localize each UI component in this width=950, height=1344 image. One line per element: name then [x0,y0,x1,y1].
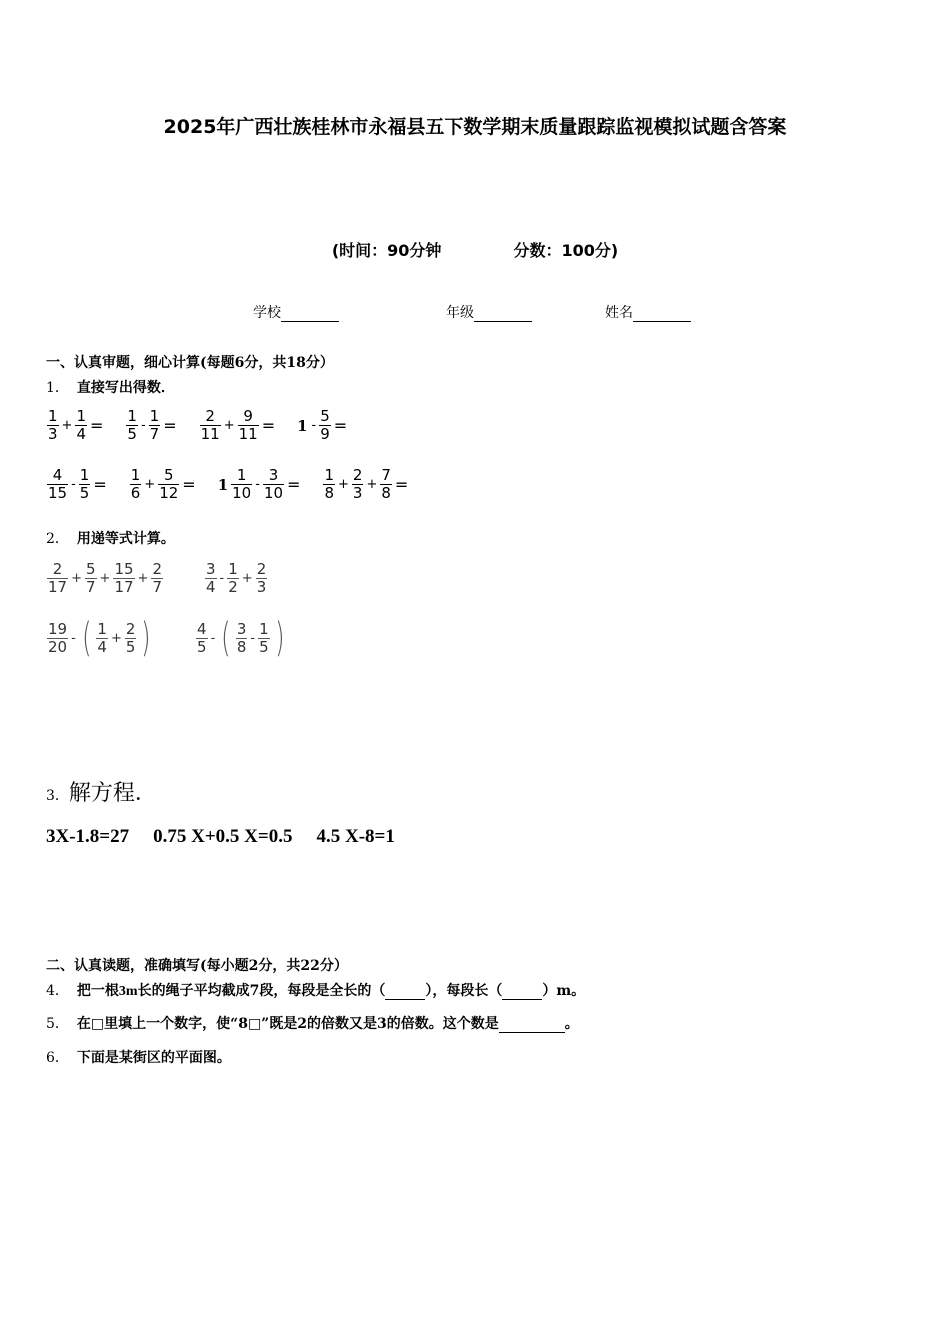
q1-expr-1: $\frac{1}{3}$ + $\frac{1}{4}$ = [48,407,104,443]
question-1: 1． 直接写出得数． [46,380,175,396]
grade-field[interactable] [446,302,532,322]
equations [46,826,419,848]
q1-expr-2: $\frac{1}{5}$ - $\frac{1}{7}$ = [127,407,177,443]
left-paren-icon: ( [81,615,92,661]
exam-meta [0,238,950,261]
fraction: $\frac{7}{8}$ [381,466,391,502]
q2-expr-1: $\frac{2}{17}$ + $\frac{5}{7}$ + $\frac{15}{17}$ + $\frac{2}{7}$ [48,560,162,596]
fraction: $\frac{3}{8}$ [236,619,247,656]
fraction: $\frac{1}{6}$ [130,466,141,502]
fraction: $\frac{4}{5}$ [197,619,207,656]
answer-blank[interactable] [385,985,425,1000]
fraction: $\frac{1}{10}$ [232,466,252,502]
fraction: $\frac{1}{4}$ [76,407,86,443]
answer-blank[interactable] [502,985,542,1000]
q1-expr-7: 1 $\frac{1}{10}$ - $\frac{3}{10}$ = [217,466,301,502]
left-paren-icon: ( [221,615,231,661]
answer-blank[interactable] [499,1018,565,1033]
equation-3: 4.5 X-8=1 [316,826,395,847]
exam-score: 分数：100分) [513,241,619,260]
q2-expr-3: $\frac{19}{20}$ - ( $\frac{1}{4}$ + $\frac{2}{5}$ ) [48,615,151,661]
section-1-heading: 一、认真审题，细心计算(每题6分，共18分） [46,355,334,371]
q1-expr-4: 1 - $\frac{5}{9}$ = [297,407,348,443]
fraction: $\frac{1}{5}$ [127,407,137,443]
school-field[interactable] [253,302,339,322]
fraction: $\frac{1}{5}$ [79,466,90,502]
page-title: 2025年广西壮族桂林市永福县五下数学期末质量跟踪监视模拟试题含答案 [163,116,787,138]
q1-row-2 [46,467,430,502]
fraction: $\frac{3}{4}$ [206,560,216,596]
q1-row-1 [46,408,369,443]
right-paren-icon: ) [274,615,285,661]
fraction: $\frac{1}{4}$ [97,619,107,656]
fraction: $\frac{2}{5}$ [125,619,136,656]
fraction: $\frac{5}{9}$ [320,407,330,443]
question-3: 3．解方程． [46,781,157,806]
fraction: $\frac{2}{3}$ [256,560,267,596]
fraction: $\frac{4}{15}$ [48,466,68,502]
fraction: $\frac{1}{5}$ [259,619,269,656]
school-label: 学校 [253,305,281,321]
fraction: $\frac{2}{17}$ [48,560,68,596]
question-6: 6． 下面是某街区的平面图。 [46,1050,231,1066]
fraction: $\frac{2}{11}$ [200,407,220,443]
fraction: $\frac{1}{3}$ [48,407,58,443]
fraction: $\frac{5}{7}$ [86,560,96,596]
q1-expr-3: $\frac{2}{11}$ + $\frac{9}{11}$ = [200,407,276,443]
q2-row-1 [46,561,290,596]
name-field[interactable] [605,302,691,322]
fraction: $\frac{15}{17}$ [114,560,134,596]
q2-expr-4: $\frac{4}{5}$ - ( $\frac{3}{8}$ - $\frac{1}{5}$ ) [197,615,285,661]
fraction: $\frac{5}{12}$ [159,466,179,502]
fraction: $\frac{19}{20}$ [48,619,68,656]
q1-expr-6: $\frac{1}{6}$ + $\frac{5}{12}$ = [130,466,196,502]
q1-expr-5: $\frac{4}{15}$ - $\frac{1}{5}$ = [48,466,107,502]
right-paren-icon: ) [141,615,151,661]
fraction: $\frac{9}{11}$ [238,407,258,443]
q2-expr-2: $\frac{3}{4}$ - $\frac{1}{2}$ + $\frac{2}{3}$ [206,560,267,596]
fraction: $\frac{3}{10}$ [263,466,284,502]
q2-row-2 [46,615,310,661]
equation-1: 3X-1.8=27 [46,826,130,847]
equation-2: 0.75 X+0.5 X=0.5 [153,826,293,847]
name-label: 姓名 [605,305,633,321]
exam-time: (时间：90分钟 [331,241,442,260]
fraction: $\frac{1}{8}$ [324,466,334,502]
question-4: 4． 把一根3m长的绳子平均截成7段，每段是全长的（ ），每段长（ ）m。 [46,983,586,999]
grade-label: 年级 [446,305,474,321]
fraction: $\frac{2}{3}$ [352,466,363,502]
fraction: $\frac{2}{7}$ [152,560,162,596]
question-2: 2． 用递等式计算。 [46,531,175,547]
question-5: 5． 在□里填上一个数字，使“8□”既是2的倍数又是3的倍数。这个数是 。 [46,1016,579,1032]
fraction: $\frac{1}{7}$ [149,407,160,443]
q1-expr-8: $\frac{1}{8}$ + $\frac{2}{3}$ + $\frac{7}{8}$ = [324,466,409,502]
fraction: $\frac{1}{2}$ [228,560,238,596]
section-2-heading: 二、认真读题，准确填写(每小题2分，共22分） [46,958,348,974]
